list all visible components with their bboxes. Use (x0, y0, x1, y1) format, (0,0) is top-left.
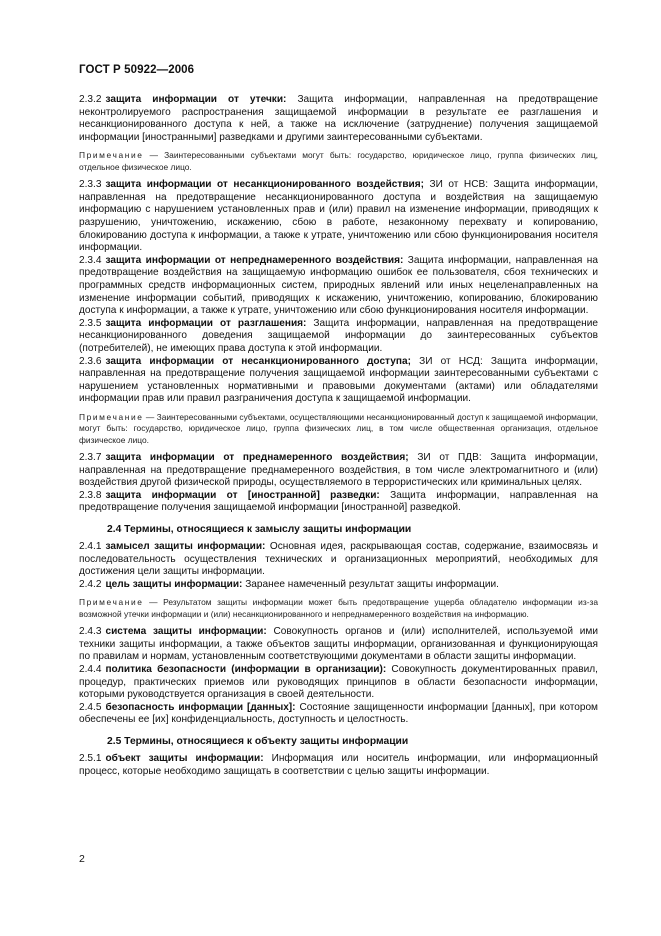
definition-text: Защита информации, направленная на предотвращение несанкционированного доведения защищаемой информации до заинтересованных субъектов (потребителей), не имеющих права доступа к этой информации. (79, 317, 598, 354)
term-definition (79, 579, 598, 592)
note-text: — Заинтересованными субъектами могут быть: государство, юридическое лицо, группа физических лиц, отдельное физическое лицо. (79, 150, 598, 172)
term-definition (79, 452, 598, 490)
clause-number: 2.3.2 (79, 94, 102, 105)
definition-text: Защита информации, направленная на предотвращение получения защищаемой информации [иностранной] разведкой. (79, 489, 598, 514)
clause-number: 2.3.8 (79, 489, 102, 501)
clause-number: 2.3.5 (79, 317, 102, 329)
definition-text: Основная идея, раскрывающая состав, содержание, взаимосвязь и последовательность осуществления технических и организационных мероприятий, необходимых для достижения цели защиты информации. (79, 541, 598, 578)
definition-text: ЗИ от НСВ: Защита информации, направленная на предотвращение несанкционированного доступа и воздействия на защищаемую информацию с нарушением установленных прав и (или) правил на изменение информации, приводящих к разрушению, уничтожению, искажению, сбою в работе, незаконному перехвату и копированию, блокированию доступа к информации, а также к утрате, уничтожению или сбою функционирования носителя информации. (79, 179, 598, 254)
clause-number: 2.5.1 (79, 753, 102, 764)
term-name: цель защиты информации: (105, 578, 243, 590)
term-definition (79, 541, 598, 579)
definition-text: Состояние защищенности информации [данных], при котором обеспечены ее [их] конфиденциальность, доступность и целостность. (79, 701, 598, 726)
note-paragraph (79, 412, 598, 446)
term-name: безопасность информации [данных]: (105, 701, 296, 713)
document-header: ГОСТ Р 50922—2006 (79, 64, 195, 76)
definition-text: Заранее намеченный результат защиты информации. (242, 578, 499, 590)
note-label: Примечание (79, 150, 144, 161)
clause-number: 2.4.4 (79, 664, 102, 676)
note-label: Примечание (79, 411, 144, 422)
note-paragraph (79, 597, 598, 620)
section-heading: 2.5 Термины, относящиеся к объекту защиты информации (107, 736, 409, 747)
clause-number: 2.4.1 (79, 541, 102, 553)
term-definition (79, 179, 598, 255)
note-paragraph (79, 150, 598, 173)
term-name: защита информации от несанкционированного доступа; (105, 355, 411, 367)
clause-number: 2.3.4 (79, 254, 102, 266)
note-text: — Результатом защиты информации может быть предотвращение ущерба обладателю информации из-за возможной утечки информации и (или) несанкционированного и непреднамеренного воздействия на информацию. (79, 597, 598, 619)
definition-text: ЗИ от НСД: Защита информации, направленная на предотвращение получения защищаемой информации заинтересованными субъектами с нарушением установленных нормативными и правовыми документами (актами) или обладателями информации прав или правил разграничения доступа к защищаемой информации. (79, 355, 598, 405)
term-name: защита информации от утечки: (105, 94, 287, 105)
clause-number: 2.3.7 (79, 452, 102, 464)
definition-text: Защита информации, направленная на предотвращение неконтролируемого распространения защищаемой информации в результате ее разглашения и несанкционированного доступа к ней, а также на исключение (затруднение) получения защищаемой информации [иностранными] разведками и другими заинтересованными субъектами. (79, 94, 598, 143)
note-label: Примечание (79, 597, 144, 608)
term-name: политика безопасности (информации в организации): (105, 664, 387, 676)
term-name: замысел защиты информации: (105, 541, 266, 553)
term-definition (79, 356, 598, 406)
clause-number: 2.3.6 (79, 355, 102, 367)
clause-number: 2.4.3 (79, 626, 102, 638)
term-name: защита информации от разглашения: (105, 317, 307, 329)
term-name: объект защиты информации: (105, 753, 264, 764)
definition-text: Защита информации, направленная на предотвращение воздействия на защищаемую информацию ошибок ее пользователя, сбоя технических и программных средств информационных систем, природных явлений или иных нецеленаправленных на изменение информации событий, приводящих к искажению, уничтожению, копированию, блокированию доступа к информации, а также к утрате, уничтожению или сбою функционирования носителя информации. (79, 254, 598, 317)
term-definition (79, 318, 598, 356)
term-name: система защиты информации: (105, 626, 267, 638)
term-name: защита информации от [иностранной] разведки: (105, 489, 380, 501)
definition-text: Совокупность документированных правил, процедур, практических приемов или руководящих принципов в области безопасности информации, которыми руководствуется организация в своей деятельности. (79, 664, 598, 701)
definition-text: ЗИ от ПДВ: Защита информации, направленная на предотвращение преднамеренного воздействия, в том числе электромагнитного и (или) воздействия другой физической природы, осуществляемого в террористических или криминальных целях. (79, 452, 598, 489)
clause-number: 2.4.2 (79, 578, 102, 590)
definition-text: Информация или носитель информации, или информационный процесс, которые необходимо защищать в соответствии с целью защиты информации. (79, 753, 598, 777)
term-definition (79, 664, 598, 702)
term-definition (79, 753, 598, 778)
term-name: защита информации от несанкционированного воздействия; (105, 179, 425, 191)
page-number: 2 (79, 853, 85, 865)
clause-number: 2.3.3 (79, 179, 102, 191)
term-name: защита информации от преднамеренного воздействия; (105, 452, 409, 464)
term-definition (79, 702, 598, 727)
section-heading: 2.4 Термины, относящиеся к замыслу защиты информации (107, 524, 412, 536)
definition-text: Совокупность органов и (или) исполнителей, используемой ими техники защиты информации, а также объектов защиты информации, организованная и функционирующая по правилам и нормам, установленным соответствующими документами в области защиты информации. (79, 626, 598, 663)
term-definition (79, 255, 598, 318)
term-definition (79, 626, 598, 664)
term-name: защита информации от непреднамеренного воздействия: (105, 254, 404, 266)
term-definition (79, 94, 598, 144)
term-definition (79, 490, 598, 515)
document-body (79, 94, 598, 778)
clause-number: 2.4.5 (79, 701, 102, 713)
note-text: — Заинтересованными субъектами, осуществляющими несанкционированный доступ к защищаемой информации, могут быть: государство, юридическое лицо, группа физических лиц, в том числе общественная организация, отдельное физическое лицо. (79, 411, 598, 445)
